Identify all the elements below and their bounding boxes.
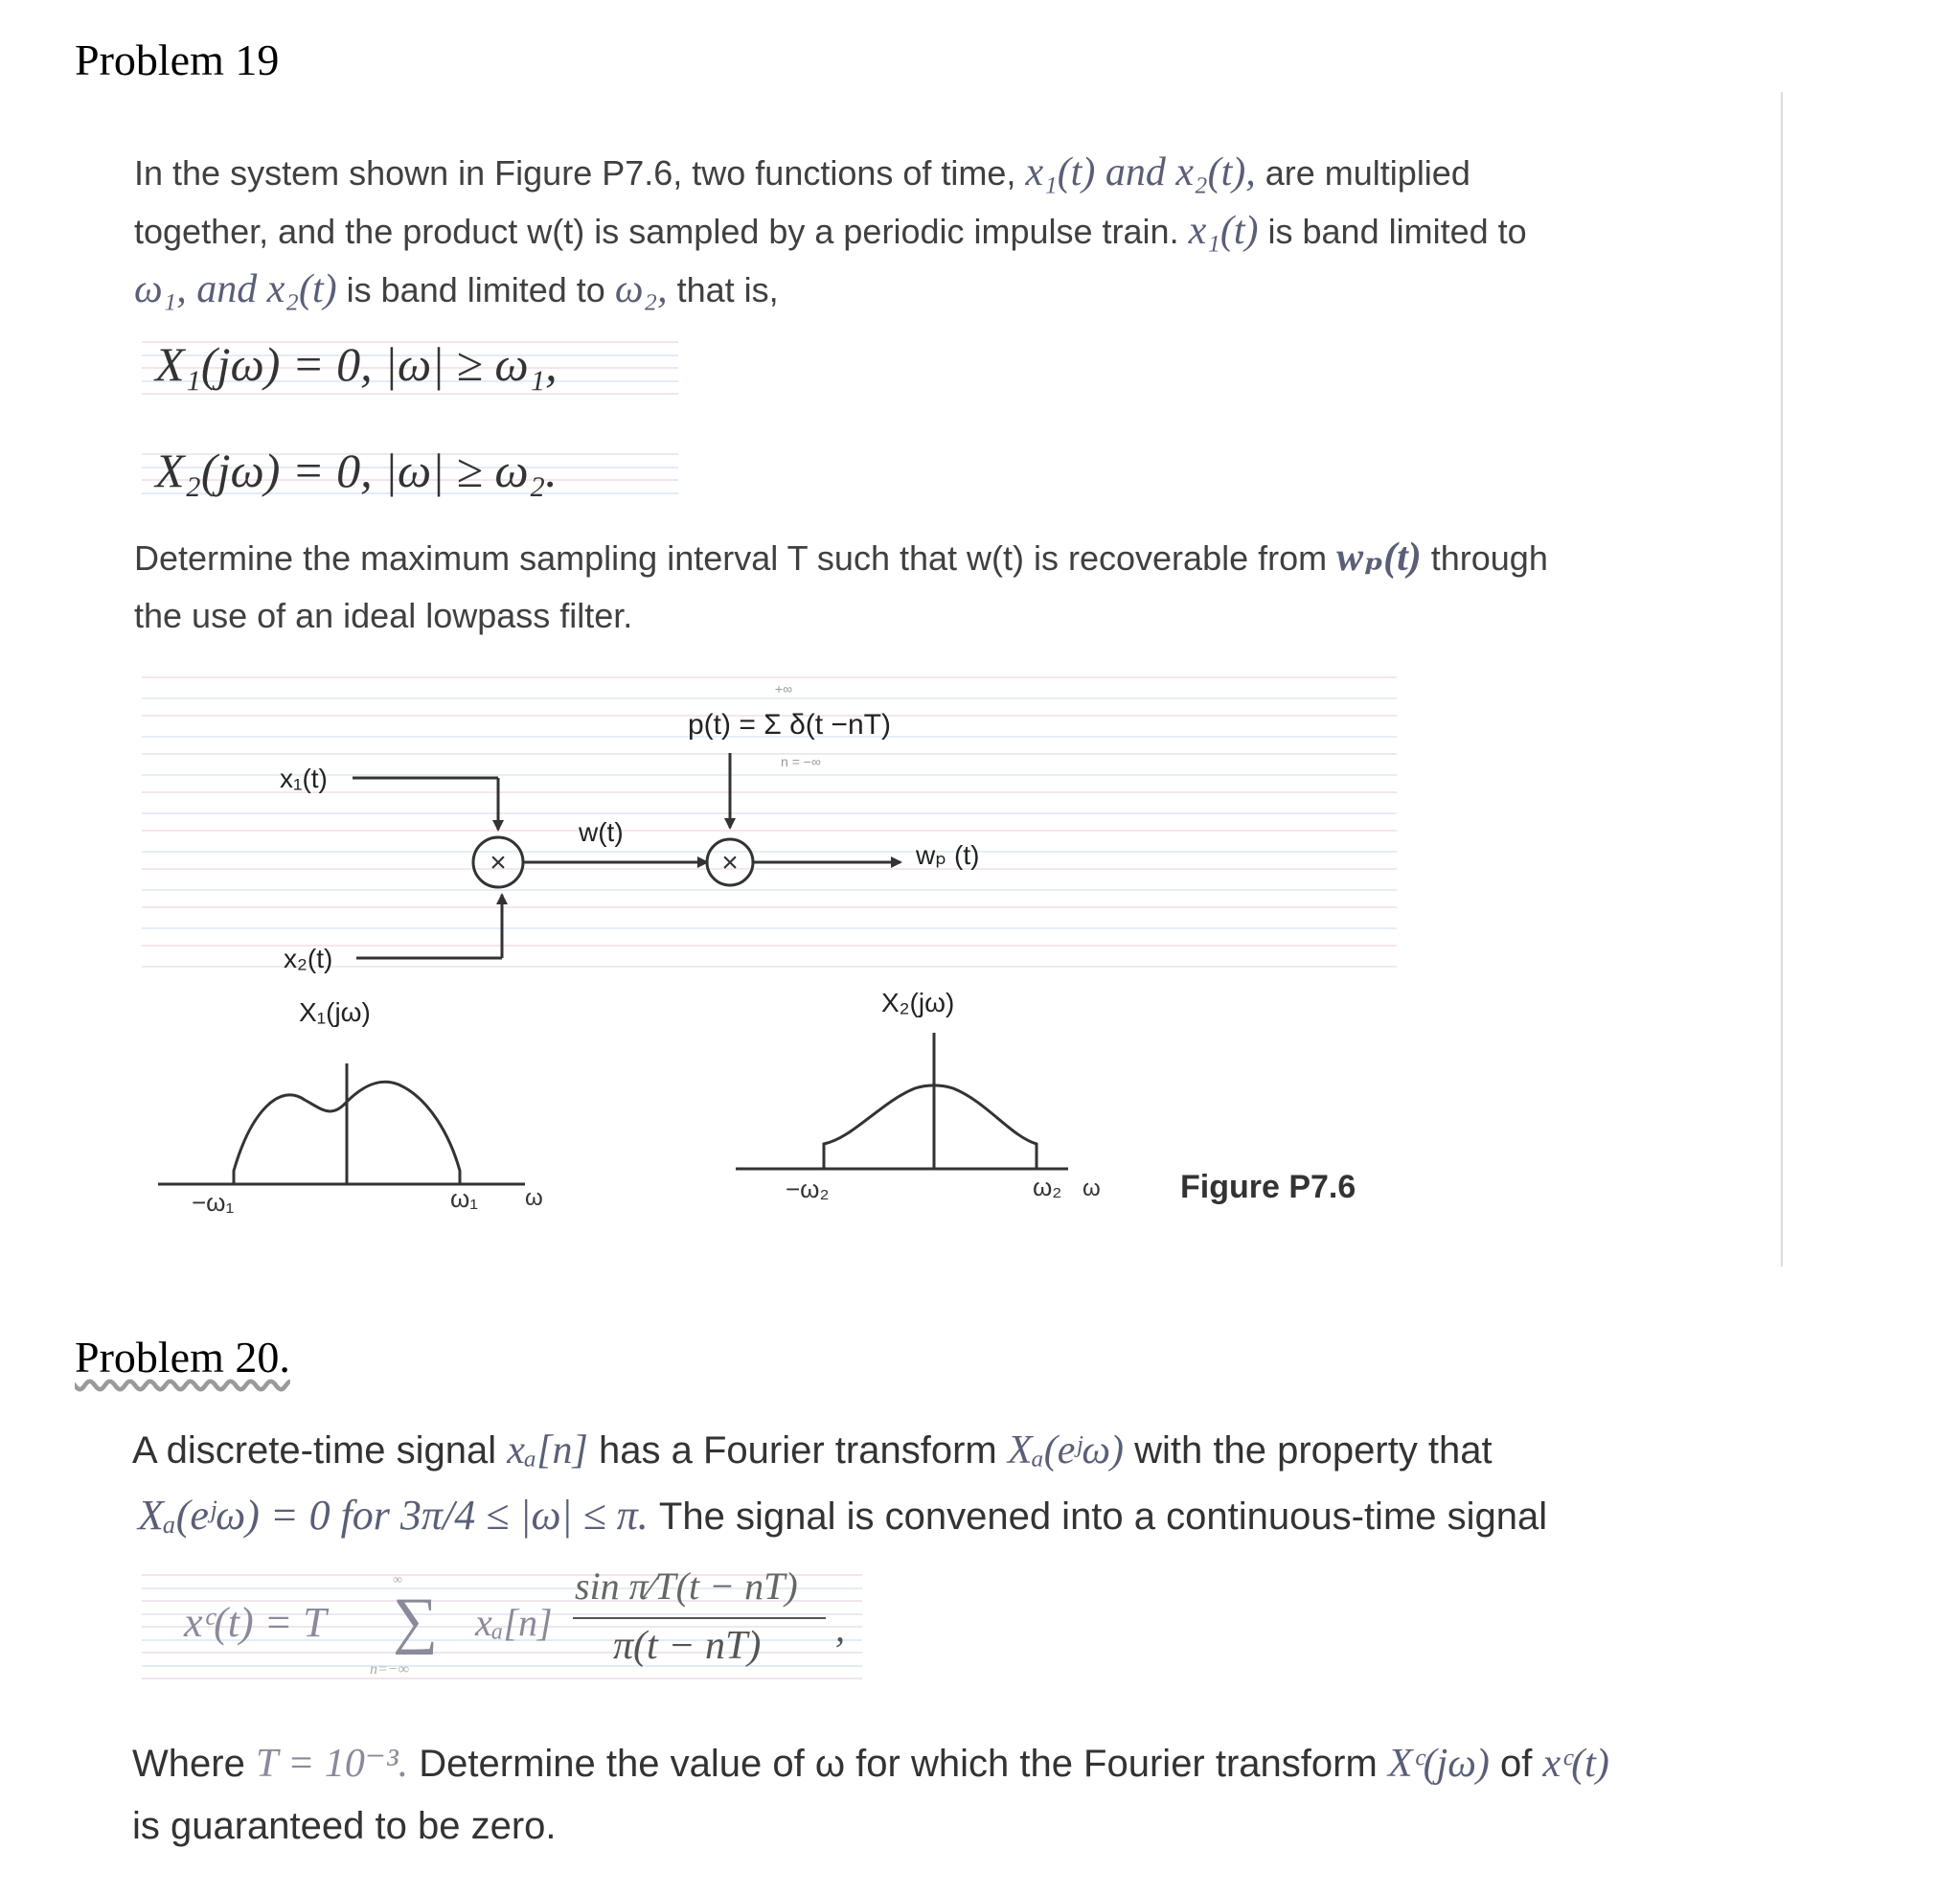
multiplier-1-symbol: × (490, 847, 507, 879)
X2-axis-omega: ω (1083, 1176, 1101, 1201)
p20-eq-sum-top: ∞ (393, 1573, 402, 1587)
x2-spectrum-curve (824, 1085, 1037, 1169)
p20-eq-num: sin π⁄T(t − nT) (575, 1564, 798, 1608)
wp-label: wₚ (t) (916, 840, 980, 870)
X1-title: X₁(jω) (299, 997, 371, 1027)
X2-pos-omega: ω₂ (1033, 1173, 1062, 1201)
p19-text-3b: that is, (676, 270, 779, 309)
equation-2: X₂(jω) = 0, |ω| ≥ ω₂. (155, 444, 558, 497)
p19-math-x1: x₁(t) (1188, 209, 1259, 253)
p19-text-2a: together, and the product w(t) is sampled by a periodic impulse train. (134, 212, 1179, 251)
pt-sum-bottom: n = −∞ (781, 754, 821, 769)
p20-eq-sum: ∑ (393, 1586, 439, 1655)
p20-text-1b: has a Fourier transform (599, 1429, 997, 1472)
p20-math-T: T = 10⁻³. (255, 1742, 409, 1786)
figure-caption: Figure P7.6 (1180, 1169, 1356, 1205)
p20-text-1a: A discrete-time signal (132, 1429, 497, 1472)
X2-title: X₂(jω) (881, 988, 955, 1017)
X1-neg-omega: −ω₁ (192, 1188, 235, 1217)
multiplier-2-symbol: × (721, 847, 739, 879)
p20-line-2 (138, 1491, 1547, 1540)
p19-math-w2: ω₂, (614, 267, 668, 311)
pt-label: p(t) = Σ δ(t −nT) (688, 709, 891, 741)
equation-1: X₁(jω) = 0, |ω| ≥ ω₁, (155, 337, 558, 391)
p19-text-1b: are multiplied (1265, 153, 1470, 193)
p19-text-2b: is band limited to (1267, 212, 1527, 251)
X1-pos-omega: ω₁ (450, 1184, 479, 1213)
p20-text-3a: Where (132, 1743, 245, 1785)
X1-axis-omega: ω (525, 1185, 543, 1211)
w-label: w(t) (579, 817, 624, 847)
p19-q-text-1b: through (1430, 538, 1548, 578)
pt-sum-top: +∞ (774, 681, 793, 696)
X2-neg-omega: −ω₂ (786, 1175, 830, 1203)
p19-math-w1-x2: ω₁, and x₂(t) (134, 267, 337, 311)
p20-math-xc: xᶜ(t) (1542, 1742, 1609, 1786)
p19-math-x1-x2: x₁(t) and x₂(t), (1025, 150, 1256, 194)
p19-text-3a: is band limited to (346, 270, 605, 309)
x2-label: x₂(t) (284, 944, 333, 973)
p20-math-condition: Xₐ(eʲω) = 0 for 3π/4 ≤ |ω| ≤ π. (138, 1492, 649, 1539)
p20-eq-den: π(t − nT) (613, 1624, 762, 1668)
p20-text-3c: of (1500, 1743, 1533, 1785)
problem-20-heading: Problem 20. (75, 1333, 290, 1381)
p20-text-3b: Determine the value of ω for which the Fourier transform (419, 1743, 1378, 1785)
p19-q-text-1a: Determine the maximum sampling interval T such that w(t) is recoverable from (134, 538, 1328, 578)
p20-math-xd: xₐ[n] (507, 1428, 588, 1473)
p20-line-3 (132, 1739, 1609, 1787)
x1-label: x₁(t) (280, 764, 328, 793)
p20-math-Xd: Xₐ(eʲω) (1007, 1428, 1124, 1473)
p20-line-1 (132, 1427, 1493, 1473)
p19-math-wp: wₚ(t) (1336, 536, 1422, 580)
p20-eq-tail: , (835, 1607, 845, 1650)
p20-text-2b: The signal is convened into a continuous-time signal (658, 1495, 1548, 1538)
p19-q-text-2: the use of an ideal lowpass filter. (134, 596, 633, 635)
p19-text-1a: In the system shown in Figure P7.6, two functions of time, (134, 153, 1016, 193)
p20-math-Xc: Xᶜ(jω) (1387, 1742, 1490, 1786)
problem-19-heading: Problem 19 (75, 35, 280, 84)
p20-eq-sum-bottom: n=−∞ (370, 1661, 409, 1678)
p20-eq-term: xₐ[n] (475, 1601, 553, 1644)
p20-equation-box (142, 1564, 862, 1686)
p20-eq-fraction-bar (573, 1617, 826, 1619)
p20-text-1c: with the property that (1134, 1429, 1493, 1472)
p20-line-4: is guaranteed to be zero. (132, 1805, 557, 1847)
p20-eq-lhs: xᶜ(t) = T (184, 1599, 327, 1646)
